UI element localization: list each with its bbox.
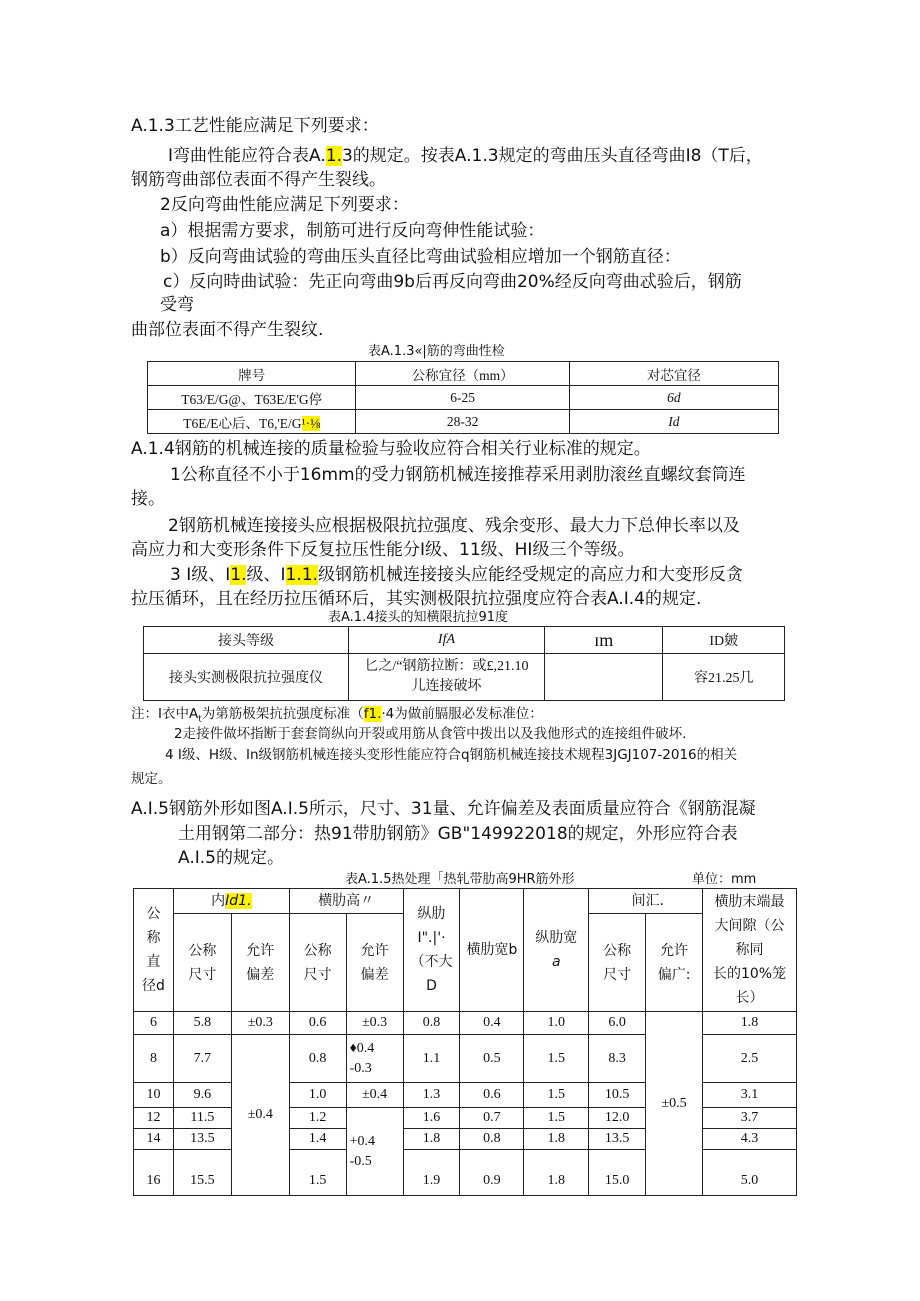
col-inner-diameter: 内Id1.	[173, 889, 289, 914]
para-bending: I弯曲性能应符合表A.1.3的规定。按表A.1.3规定的弯曲压头直径弯曲I8（T后，	[168, 146, 763, 166]
table-a14-caption: 表A.1.4接头的知横限抗拉91度	[328, 610, 509, 625]
table-a13-caption: 表A.1.3«|筋的弯曲性检	[368, 344, 505, 359]
table-row: 16 15.5 1.5 1.9 0.9 1.8 15.0 5.0	[134, 1150, 797, 1196]
note-4-cont: 规定。	[131, 771, 172, 787]
col-end-gap: 横肋末端最 大间隙（公 称同 长的10%笼 长）	[703, 889, 797, 1012]
table-row: T6E/E心后、T6,'E/G¹·⅛ 28-32 Id	[148, 410, 779, 434]
note-1: 注：I衣中$A_t$为第筋极架抗抗强度标准（f1.·4为做前膈服必发标准位：	[131, 706, 543, 725]
table-row: 14 13.5 1.4 1.8 0.8 1.8 13.5 4.3	[134, 1129, 797, 1150]
col-nominal-diameter: 公 称 直 径d	[134, 889, 174, 1012]
para-a14-1: 1公称直径不小于16mm的受力钢筋机械连接推荐采用剥肋滚丝直螺纹套筒连	[170, 465, 746, 485]
table-row: 12 11.5 1.2 +0.4 -0.5 1.6 0.7 1.5 12.0 3.7	[134, 1108, 797, 1129]
note-2: 2走接件做坏指断于套套筒纵向开裂或用筋从食管中拨出以及我他形式的连接组件破坏.	[174, 726, 687, 742]
table-row: T63/E/G@、T63E/E'G停 6-25 6d	[148, 386, 779, 410]
highlight: ¹·⅛	[301, 415, 321, 431]
para-a14-3-cont: 拉压循环，且在经历拉压循环后，其实测极限抗拉强度应符合表A.I.4的规定.	[131, 589, 702, 609]
para-item-c-cont: 受弯	[160, 295, 194, 315]
note-4: 4 I级、H级、In级钢筋机械连接头变形性能应符合q钢筋机械连接技术规程3JGJ107-2016的相关	[165, 747, 738, 763]
para-a15-cont2: A.I.5的规定。	[178, 848, 284, 868]
para-a15-cont1: 土用钢第二部分：热91带肋钢筋》GB"149922018的规定，外形应符合表	[178, 824, 738, 844]
table-a15	[133, 888, 797, 1196]
para-item-b: b）反向弯曲试验的弯曲压头直径比弯曲试验相应增加一个钢筋直径：	[160, 247, 681, 267]
col-spacing: 间	[589, 889, 646, 914]
table-row: 接头实测极限抗拉强度仪 匕之/“钢筋拉断：或£,21.10 儿连接破坏 容21.25几	[144, 654, 785, 701]
col-grade: 牌号	[148, 362, 356, 386]
para-a14-2: 2钢筋机械连接接头应根据极限抗拉强度、残余变形、最大力下总伸长率以及	[168, 516, 740, 536]
para-a14-3: 3 I级、I1.级、I1.1.级钢筋机械连接接头应能经受规定的高应力和大变形反贪	[170, 565, 743, 585]
para-item-c-end: 曲部位表面不得产生裂纹.	[131, 320, 324, 340]
col-joint-grade: 接头等级	[144, 627, 349, 654]
col-grade-iii: ID皴	[663, 627, 785, 654]
col-diameter: 公称宜径（mm）	[356, 362, 569, 386]
col-mandrel: 对芯宜径	[569, 362, 778, 386]
table-a15-caption: 表A.1.5热处理「热轧带肋高9HR筋外形	[345, 872, 575, 887]
para-item-c: c）反向時曲试验：先正向弯曲9b后再反向弯曲20%经反向弯曲忒验后，钢筋	[163, 272, 742, 292]
para-bending-cont: 钢筋弯曲部位表面不得产生裂线。	[131, 170, 386, 190]
para-a15: A.I.5钢筋外形如图A.I.5所示，尺寸、31量、允许偏差及表面质量应符合《钢筋混凝	[131, 799, 756, 819]
table-subheader-row: 公称 尺寸 允许 偏差 公称 尺寸 允许 偏差 公称 尺寸 允许 偏广:	[134, 914, 797, 1012]
para-a14-2-cont: 高应力和大变形条件下反复拉压性能分I级、11级、HI级三个等级。	[131, 540, 635, 560]
para-a14-1-cont: 接。	[131, 489, 165, 509]
highlight: 1.	[230, 565, 247, 585]
col-grade-ii: ɪm	[545, 627, 663, 654]
table-header-row: 公 称 直 径d 内Id1. 横肋高〃 纵肋 I".|'· （不大 D 横肋宽b 纵肋宽 a 间 汇. 横肋末端最 大间隙（公 称同 长的10%笼 长）	[134, 889, 797, 914]
table-a15-unit: 单位：mm	[692, 872, 757, 887]
para-reverse-heading: 2反向弯曲性能应满足下列要求：	[160, 195, 409, 215]
highlight: 1.	[325, 146, 342, 166]
col-long-rib-height: 纵肋 I".|'· （不大 D	[403, 889, 460, 1012]
para-item-a: a）根据需方要求，制筋可进行反向弯伸性能试验：	[160, 221, 545, 241]
table-row: 10 9.6 1.0 ±0.4 1.3 0.6 1.5 10.5 3.1	[134, 1083, 797, 1108]
table-row: 6 5.8 ±0.3 0.6 ±0.3 0.8 0.4 1.0 6.0 ±0.5 1.8	[134, 1012, 797, 1035]
para-a14-heading: A.1.4钢筋的机械连接的质量检验与验收应符合相关行业标准的规定。	[131, 439, 651, 459]
col-rib-width-b: 横肋宽b	[460, 889, 524, 1012]
highlight: Id1.	[225, 893, 252, 909]
highlight: 1.1.	[285, 565, 318, 585]
table-header-row	[144, 627, 785, 654]
col-rib-height: 横肋高〃	[289, 889, 403, 914]
table-a14	[143, 626, 785, 701]
col-long-width-a: 纵肋宽 a	[524, 889, 589, 1012]
highlight: f1.	[363, 706, 382, 722]
para-a13-heading: A.1.3工艺性能应满足下列要求：	[131, 116, 379, 136]
table-row: 8 7.7 ±0.4 0.8 ♦0.4 -0.3 1.1 0.5 1.5 8.3 2.5	[134, 1035, 797, 1083]
table-header-row	[148, 362, 779, 386]
col-grade-i: IfA	[348, 627, 544, 654]
table-a13	[147, 361, 779, 434]
